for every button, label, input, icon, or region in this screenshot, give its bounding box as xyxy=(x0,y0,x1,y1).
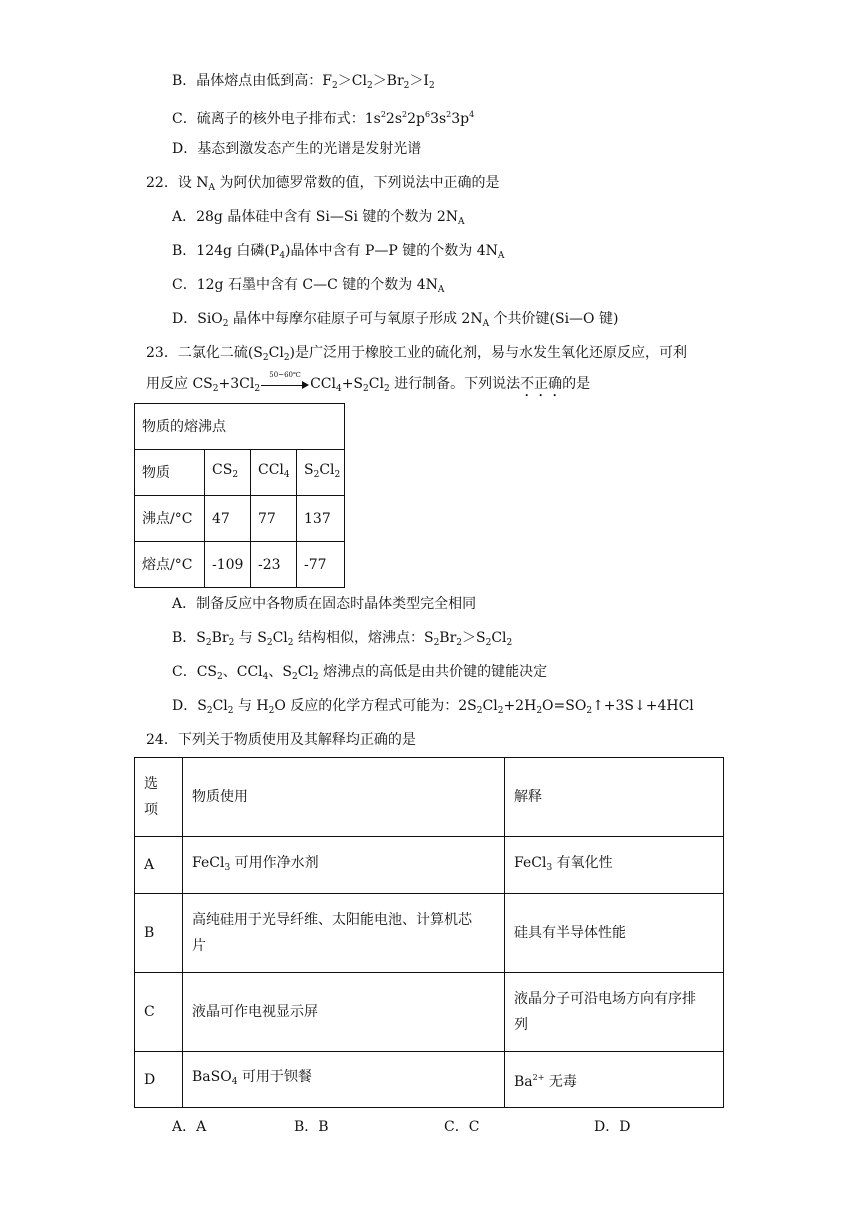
reaction-condition: 50~60℃ xyxy=(269,371,301,379)
reaction-arrow-icon xyxy=(261,371,309,391)
header-option: 选 项 xyxy=(135,758,183,837)
q22-option-d: D．SiO$_2$ 晶体中每摩尔硅原子可与氧原子形成 $2N_A$ 个共价键(Si—O 键) xyxy=(172,311,619,329)
usage-cell: 液晶可作电视显示屏 xyxy=(183,973,505,1052)
option-label: A xyxy=(135,837,183,894)
q23-stem-line2: 用反应 $CS_2+3Cl_2$ 50~60℃ $CCl_4+S_2Cl_2$ 进行制备。下列说法不正确的是 xyxy=(146,371,591,394)
q23-option-a: A．制备反应中各物质在固态时晶体类型完全相同 xyxy=(172,596,477,612)
q23-option-c: C．$CS_2$、CCl$_4$、$S_2Cl_2$ 熔沸点的高低是由共价键的键能决定 xyxy=(172,664,548,682)
q22-stem: 22．设 $N_A$ 为阿伏加德罗常数的值，下列说法中正确的是 xyxy=(146,175,500,193)
table-cell: 77 xyxy=(251,496,297,542)
explanation-cell: 硅具有半导体性能 xyxy=(505,894,724,973)
table-row xyxy=(135,542,345,588)
q23-option-d: D．$S_2Cl_2$ 与 $H_2O$ 反应的化学方程式可能为：$2S_2Cl_2+2H_2O=SO_2↑+3S↓+4HCl$ xyxy=(172,698,694,716)
option-label: D xyxy=(135,1052,183,1108)
table-cell: 137 xyxy=(297,496,345,542)
answer-choice-a[interactable]: A．A xyxy=(172,1119,207,1135)
table-cell: 47 xyxy=(205,496,251,542)
answer-choice-c[interactable]: C．C xyxy=(444,1119,480,1135)
explanation-cell: FeCl$_3$ 有氧化性 xyxy=(505,837,724,894)
header-explanation: 解释 xyxy=(505,758,724,837)
q21-option-b: B．晶体熔点由低到高：$F_2>Cl_2>Br_2>I_2$ xyxy=(172,73,435,91)
table-header-row xyxy=(135,450,345,496)
q24-stem: 24．下列关于物质使用及其解释均正确的是 xyxy=(146,732,416,748)
usage-cell: BaSO$_4$ 可用于钡餐 xyxy=(183,1052,505,1108)
table-row xyxy=(135,1052,724,1108)
table-row xyxy=(135,496,345,542)
emphasized-not-correct: 不正确 xyxy=(520,376,563,392)
table-row xyxy=(135,894,724,973)
q22-option-c: C．12g 石墨中含有 C—C 键的个数为 $4N_A$ xyxy=(172,277,445,295)
row-label-melting: 熔点/°C xyxy=(135,542,205,588)
table-row xyxy=(135,973,724,1052)
q22-option-a: A．28g 晶体硅中含有 Si—Si 键的个数为 $2N_A$ xyxy=(172,209,465,227)
explanation-cell: $Ba^{2+}$ 无毒 xyxy=(505,1052,724,1108)
header-usage: 物质使用 xyxy=(183,758,505,837)
usage-cell: 高纯硅用于光导纤维、太阳能电池、计算机芯 片 xyxy=(183,894,505,973)
table-title: 物质的熔沸点 xyxy=(135,404,345,450)
header-substance: 物质 xyxy=(135,450,205,496)
answer-choice-b[interactable]: B．B xyxy=(294,1119,329,1135)
melting-boiling-point-table xyxy=(134,403,345,588)
table-cell: -109 xyxy=(205,542,251,588)
usage-cell: FeCl$_3$ 可用作净水剂 xyxy=(183,837,505,894)
explanation-cell: 液晶分子可沿电场方向有序排 列 xyxy=(505,973,724,1052)
q23-stem-line1: 23．二氯化二硫$(S_2Cl_2)$是广泛用于橡胶工业的硫化剂，易与水发生氧化还原反应，可利 xyxy=(146,345,688,363)
table-cell: -23 xyxy=(251,542,297,588)
answer-choice-d[interactable]: D．D xyxy=(594,1119,631,1135)
header-cs2: $CS_2$ xyxy=(205,450,251,496)
table-cell: -77 xyxy=(297,542,345,588)
row-label-boiling: 沸点/°C xyxy=(135,496,205,542)
table-header-row xyxy=(135,758,724,837)
option-label: B xyxy=(135,894,183,973)
option-label: C xyxy=(135,973,183,1052)
table-row xyxy=(135,837,724,894)
q22-option-b: B．124g 白磷$(P_4)$晶体中含有 P—P 键的个数为 $4N_A$ xyxy=(172,243,505,261)
q23-option-b: B．$S_2Br_2$ 与 $S_2Cl_2$ 结构相似，熔沸点：$S_2Br_2>S_2Cl_2$ xyxy=(172,630,513,648)
header-ccl4: CCl$_4$ xyxy=(251,450,297,496)
header-s2cl2: $S_2Cl_2$ xyxy=(297,450,345,496)
usage-explanation-table xyxy=(134,757,724,1108)
q21-option-d: D．基态到激发态产生的光谱是发射光谱 xyxy=(172,141,422,157)
q21-option-c: C．硫离子的核外电子排布式：$1s^22s^22p^63s^23p^4$ xyxy=(172,110,475,127)
